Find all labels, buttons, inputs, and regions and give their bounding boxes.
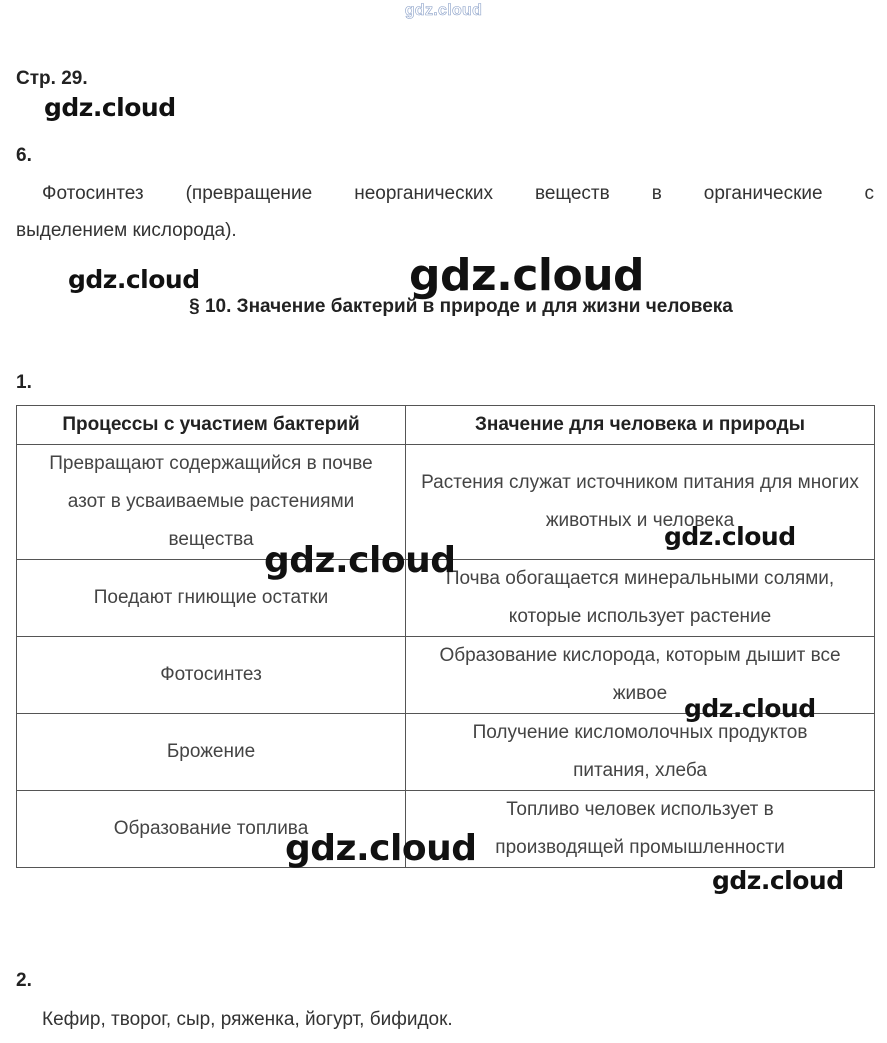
watermark-2: gdz.cloud <box>68 265 200 294</box>
watermark-4: gdz.cloud <box>664 522 796 551</box>
process-cell: Образование топлива <box>17 791 406 868</box>
task-2-number: 2. <box>16 970 32 991</box>
process-cell: Поедают гниющие остатки <box>17 560 406 637</box>
table-header-row <box>17 406 875 445</box>
significance-cell: Получение кисломолочных продуктов питания, хлеба <box>406 714 875 791</box>
top-watermark: gdz.cloud <box>404 2 483 19</box>
word: с <box>864 183 875 204</box>
watermark-3: gdz.cloud <box>409 250 645 301</box>
significance-cell: Почва обогащается минеральными солями, которые использует растение <box>406 560 875 637</box>
column-header-significance: Значение для человека и природы <box>406 406 875 445</box>
watermark-7: gdz.cloud <box>285 828 477 869</box>
process-cell: Брожение <box>17 714 406 791</box>
task-6-answer-line-2: выделением кислорода). <box>16 220 237 241</box>
task-1-number: 1. <box>16 372 32 393</box>
word: веществ <box>534 183 610 204</box>
task-6-answer-line-1 <box>42 175 874 212</box>
section-title: § 10. Значение бактерий в природе и для жизни человека <box>189 296 733 317</box>
task-6-number: 6. <box>16 145 32 166</box>
watermark-6: gdz.cloud <box>684 694 816 723</box>
process-cell: Превращают содержащийся в почве азот в усваиваемые растениями вещества <box>17 445 406 560</box>
word: неорганических <box>354 183 493 204</box>
significance-cell: Топливо человек использует в производящей промышленности <box>406 791 875 868</box>
word: органические <box>703 183 823 204</box>
process-cell: Фотосинтез <box>17 637 406 714</box>
significance-cell: Образование кислорода, которым дышит все живое <box>406 637 875 714</box>
bacteria-processes-table <box>16 405 875 868</box>
table-row <box>17 714 875 791</box>
page-reference: Стр. 29. <box>16 68 88 89</box>
word: Фотосинтез <box>42 183 144 204</box>
watermark-1: gdz.cloud <box>44 93 176 122</box>
watermark-5: gdz.cloud <box>264 540 456 581</box>
word: (превращение <box>185 183 313 204</box>
word: в <box>651 183 662 204</box>
watermark-8: gdz.cloud <box>712 866 844 895</box>
column-header-processes: Процессы с участием бактерий <box>17 406 406 445</box>
significance-cell: Растения служат источником питания для многих животных и человека <box>406 445 875 560</box>
task-2-answer: Кефир, творог, сыр, ряженка, йогурт, бифидок. <box>42 1009 453 1030</box>
